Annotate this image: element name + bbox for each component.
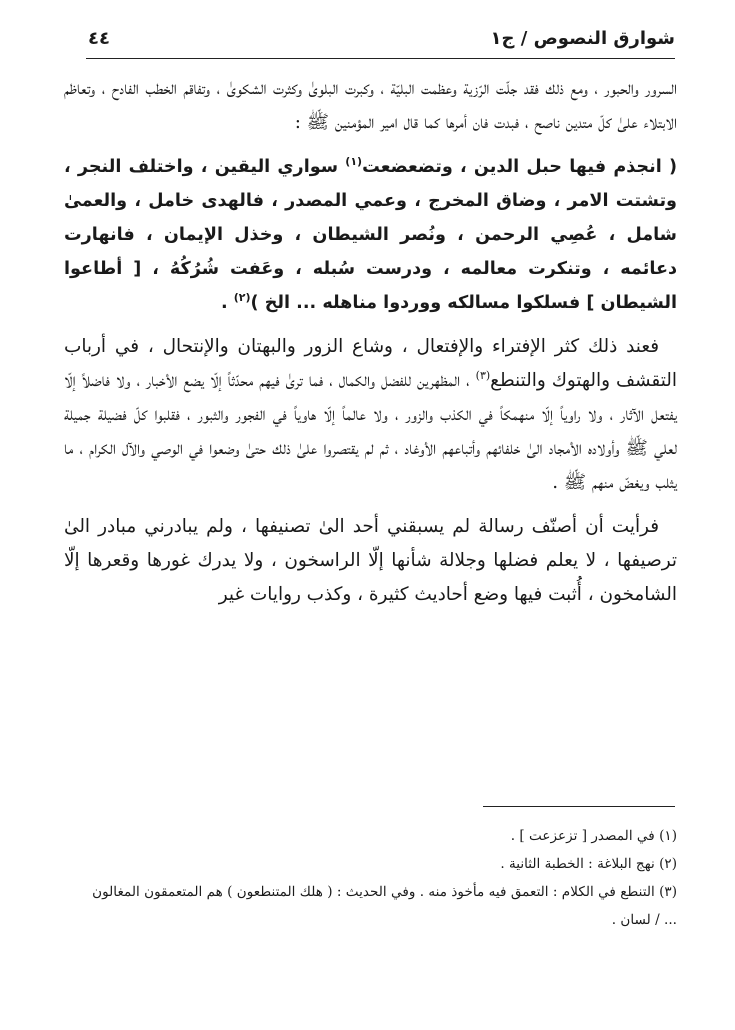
quote-part-2: سواري اليقين ، واختلف النجر ، وتشتت الامر ، وضاق المخرج ، وعمي المصدر ، فالهدى خامل ، والعمىٰ شامل ، عُصِي الرحمن ، ونُصر الشيطان ، وخذل الإيمان ، فانهارت دعائمه ، وتنكرت معالمه ، ودرست سُبله ، وعَفت شُرُكُهُ ، [ أطاعوا الشيطان ] فسلكوا مسالكه ووردوا مناهله ... الخ ) [64, 157, 677, 313]
main-text [64, 72, 677, 612]
footnote-2: (٢) نهج البلاغة : الخطبة الثانية . [500, 856, 677, 872]
footnote-rule [483, 806, 675, 807]
footnotes [77, 822, 677, 934]
paragraph-2-part-1: فعند ذلك كثر الإفتراء والإفتعال ، وشاع الزور والبهتان والإنتحال ، في أرباب التقشف والهتوك والتنطع [64, 336, 677, 391]
paragraph-1: السرور والحبور ، ومع ذلك فقد جلّت الرّزية وعظمت البليّة ، وكبرت البلوىٰ وكثرت الشكوىٰ ، وتفاقم الخطب الفادح ، وتعاظم الابتلاء علىٰ كلّ متدين ناصح ، فبدت فان أمرها كما قال امير المؤمنين ﷺ : [64, 78, 677, 133]
footnote-ref-3: (٣) [475, 368, 491, 382]
running-header [88, 26, 675, 56]
footnote-ref-2: (٢) [233, 291, 251, 305]
header-rule [86, 58, 675, 59]
paragraph-2-part-2: ، المظهرين للفضل والكمال ، فما ترىٰ فيهم محدّثاً إلّا يضع الأخبار ، ولا فاضلاً إلّا يفتعل الآثار ، ولا راوياً إلّا منهمكاً في الكذب والزور ، ولا عالماً إلّا هاوياً في الفجور والثبور ، فقلبوا كلّ فضيلة جميلة لعلي ﷺ وأولاده الأمجاد الىٰ خلفائهم وأتباعهم الأوغاد ، ثم لم يقتصروا علىٰ ذلك حتىٰ وضعوا في الوصي والآل الكرام ، ما يثلب ويغضّ منهم ﷺ . [64, 370, 677, 493]
paragraph-2 [64, 330, 677, 500]
footnote-3: (٣) التنطع في الكلام : التعمق فيه مأخوذ منه . وفي الحديث : ( هلك المتنطعون ) هم المتعمقون المغالون ... / لسان . [92, 884, 677, 928]
paragraph-gap [64, 500, 677, 510]
page-number: ٤٤ [88, 28, 110, 49]
quote-end: . [220, 293, 234, 313]
paragraph-3: فرأيت أن أصنّف رسالة لم يسبقني أحد الىٰ تصنيفها ، ولم يبادرني مبادر الىٰ ترصيفها ، لا يعلم فضلها وجلالة شأنها إلّا الراسخون ، ولا يدرك غورها وقعرها إلّا الشامخون ، أُثبت فيها وضع أحاديث كثيرة ، وكذب روايات غير [64, 516, 677, 605]
footnote-ref-1: (١) [345, 155, 363, 169]
running-title: شوارق النصوص / ج١ [490, 28, 675, 49]
footnote-1: (١) في المصدر [ تزعزعت ] . [510, 828, 677, 844]
quote-part-1: ( انجذم فيها حبل الدين ، وتضعضعت [362, 157, 678, 177]
quotation-paragraph [64, 150, 677, 320]
